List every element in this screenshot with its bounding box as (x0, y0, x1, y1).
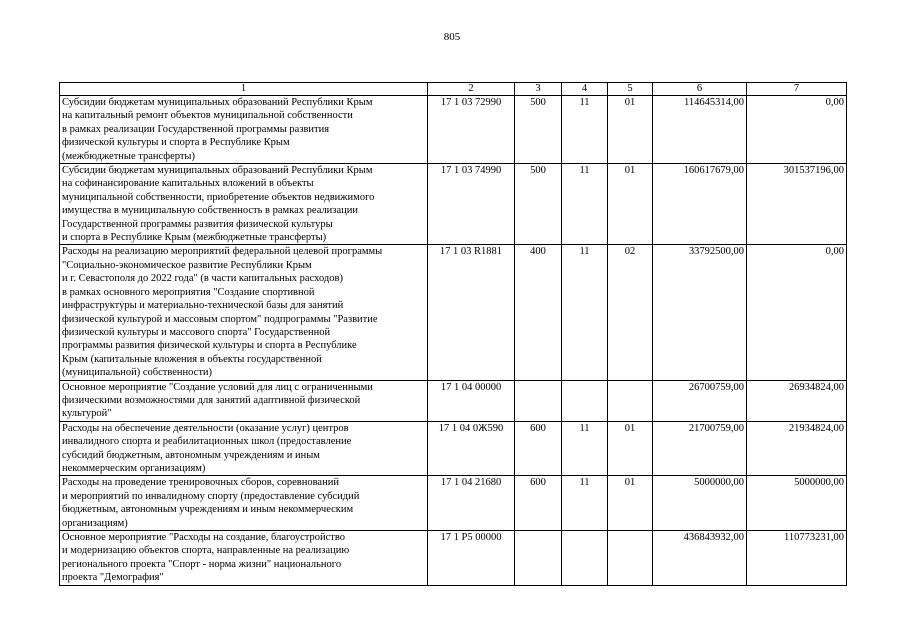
description-line: "Социально-экономическое развитие Республики Крым (62, 259, 312, 271)
amount-column-6: 160617679,00 (653, 164, 747, 245)
subsection-code: 01 (608, 164, 653, 245)
description-line: культурой" (62, 408, 112, 420)
description-line: Основное мероприятие "Создание условий для лиц с ограниченными (62, 381, 373, 393)
row-description (60, 421, 428, 476)
table-row (60, 245, 847, 380)
description-line: Расходы на реализацию мероприятий федеральной целевой программы (62, 246, 383, 258)
description-line: в рамках основного мероприятия "Создание спортивной (62, 286, 315, 298)
header-row (60, 83, 847, 96)
amount-column-7: 21934824,00 (747, 421, 847, 476)
section-code (562, 380, 608, 421)
subsection-code: 01 (608, 476, 653, 531)
amount-column-7: 26934824,00 (747, 380, 847, 421)
subsection-code: 02 (608, 245, 653, 380)
table-row (60, 476, 847, 531)
amount-column-6: 26700759,00 (653, 380, 747, 421)
expense-type-code (515, 380, 562, 421)
page-number: 805 (443, 31, 461, 43)
amount-column-6: 436843932,00 (653, 531, 747, 586)
budget-classification-code: 17 1 03 72990 (428, 96, 515, 164)
table-row (60, 531, 847, 586)
amount-column-7: 301537196,00 (747, 164, 847, 245)
description-line: Расходы на проведение тренировочных сборов, соревнований (62, 477, 339, 489)
description-line: Субсидии бюджетам муниципальных образований Республики Крым (62, 165, 373, 177)
budget-classification-code: 17 1 04 00000 (428, 380, 515, 421)
column-header: 5 (608, 83, 653, 96)
description-line: физической культуры и массового спорта" Государственной (62, 326, 331, 338)
row-description (60, 476, 428, 531)
description-line: и мероприятий по инвалидному спорту (предоставление субсидий (62, 490, 360, 502)
description-line: (межбюджетные трансферты) (62, 150, 195, 162)
subsection-code (608, 531, 653, 586)
description-line: в рамках реализации Государственной программы развития (62, 123, 330, 135)
subsection-code (608, 380, 653, 421)
amount-column-7: 0,00 (747, 245, 847, 380)
description-line: Субсидии бюджетам муниципальных образований Республики Крым (62, 97, 373, 108)
description-line: Расходы на обеспечение деятельности (оказание услуг) центров (62, 422, 349, 434)
subsection-code: 01 (608, 421, 653, 476)
description-line: и спорта в Республике Крым (межбюджетные трансферты) (62, 232, 327, 244)
budget-classification-code: 17 1 P5 00000 (428, 531, 515, 586)
amount-column-6: 5000000,00 (653, 476, 747, 531)
section-code: 11 (562, 96, 608, 164)
description-line: на капитальный ремонт объектов муниципальной собственности (62, 110, 353, 122)
budget-classification-code: 17 1 03 74990 (428, 164, 515, 245)
expense-type-code: 500 (515, 96, 562, 164)
row-description (60, 96, 428, 164)
description-line: организациям) (62, 517, 128, 529)
description-line: и г. Севастополя до 2022 года" (в части капитальных расходов) (62, 273, 343, 285)
table-row (60, 380, 847, 421)
section-code: 11 (562, 164, 608, 245)
table-row (60, 164, 847, 245)
description-line: (муниципальной) собственности) (62, 367, 213, 379)
description-line: Крым (капитальные вложения в объекты государственной (62, 353, 322, 365)
column-header: 3 (515, 83, 562, 96)
description-line: и модернизацию объектов спорта, направленные на реализацию (62, 545, 350, 557)
amount-column-7: 110773231,00 (747, 531, 847, 586)
description-line: инвалидного спорта и реабилитационных школ (предоставление (62, 436, 352, 448)
row-description (60, 531, 428, 586)
row-description (60, 380, 428, 421)
column-header: 7 (747, 83, 847, 96)
description-line: имущества в муниципальную собственность в рамках реализации (62, 205, 358, 217)
column-header: 4 (562, 83, 608, 96)
description-line: инфраструктуры и материально-технической базы для занятий (62, 300, 344, 312)
description-line: субсидий бюджетным, автономным учреждениям и иным (62, 449, 320, 461)
expense-type-code: 600 (515, 476, 562, 531)
amount-column-6: 114645314,00 (653, 96, 747, 164)
amount-column-6: 21700759,00 (653, 421, 747, 476)
description-line: Государственной программы развития физической культуры (62, 218, 333, 230)
description-line: на софинансирование капитальных вложений в объекты (62, 178, 314, 190)
description-line: бюджетным, автономным учреждениям и иным некоммерческим (62, 504, 354, 516)
section-code: 11 (562, 421, 608, 476)
budget-classification-code: 17 1 04 21680 (428, 476, 515, 531)
section-code (562, 531, 608, 586)
description-line: физической культурой и массовым спортом" подпрограммы "Развитие (62, 313, 378, 325)
amount-column-6: 33792500,00 (653, 245, 747, 380)
column-header: 1 (60, 83, 428, 96)
description-line: регионального проекта "Спорт - норма жизни" национального (62, 558, 342, 570)
section-code: 11 (562, 245, 608, 380)
row-description (60, 164, 428, 245)
expense-type-code: 500 (515, 164, 562, 245)
budget-classification-code: 17 1 03 R1881 (428, 245, 515, 380)
row-description (60, 245, 428, 380)
expense-type-code: 600 (515, 421, 562, 476)
expense-type-code: 400 (515, 245, 562, 380)
table-row (60, 96, 847, 164)
subsection-code: 01 (608, 96, 653, 164)
description-line: программы развития физической культуры и спорта в Республике (62, 340, 357, 352)
description-line: проекта "Демография" (62, 572, 164, 584)
amount-column-7: 5000000,00 (747, 476, 847, 531)
description-line: некоммерческим организациям) (62, 462, 206, 474)
description-line: Основное мероприятие "Расходы на создание, благоустройство (62, 532, 346, 543)
budget-classification-code: 17 1 04 0Ж590 (428, 421, 515, 476)
column-header: 6 (653, 83, 747, 96)
amount-column-7: 0,00 (747, 96, 847, 164)
column-header: 2 (428, 83, 515, 96)
description-line: муниципальной собственности, приобретение объектов недвижимого (62, 191, 375, 203)
description-line: физическими возможностями для занятий адаптивной физической (62, 394, 361, 406)
section-code: 11 (562, 476, 608, 531)
budget-table (59, 82, 847, 586)
description-line: физической культуры и спорта в Республике Крым (62, 137, 290, 149)
expense-type-code (515, 531, 562, 586)
table-row (60, 421, 847, 476)
